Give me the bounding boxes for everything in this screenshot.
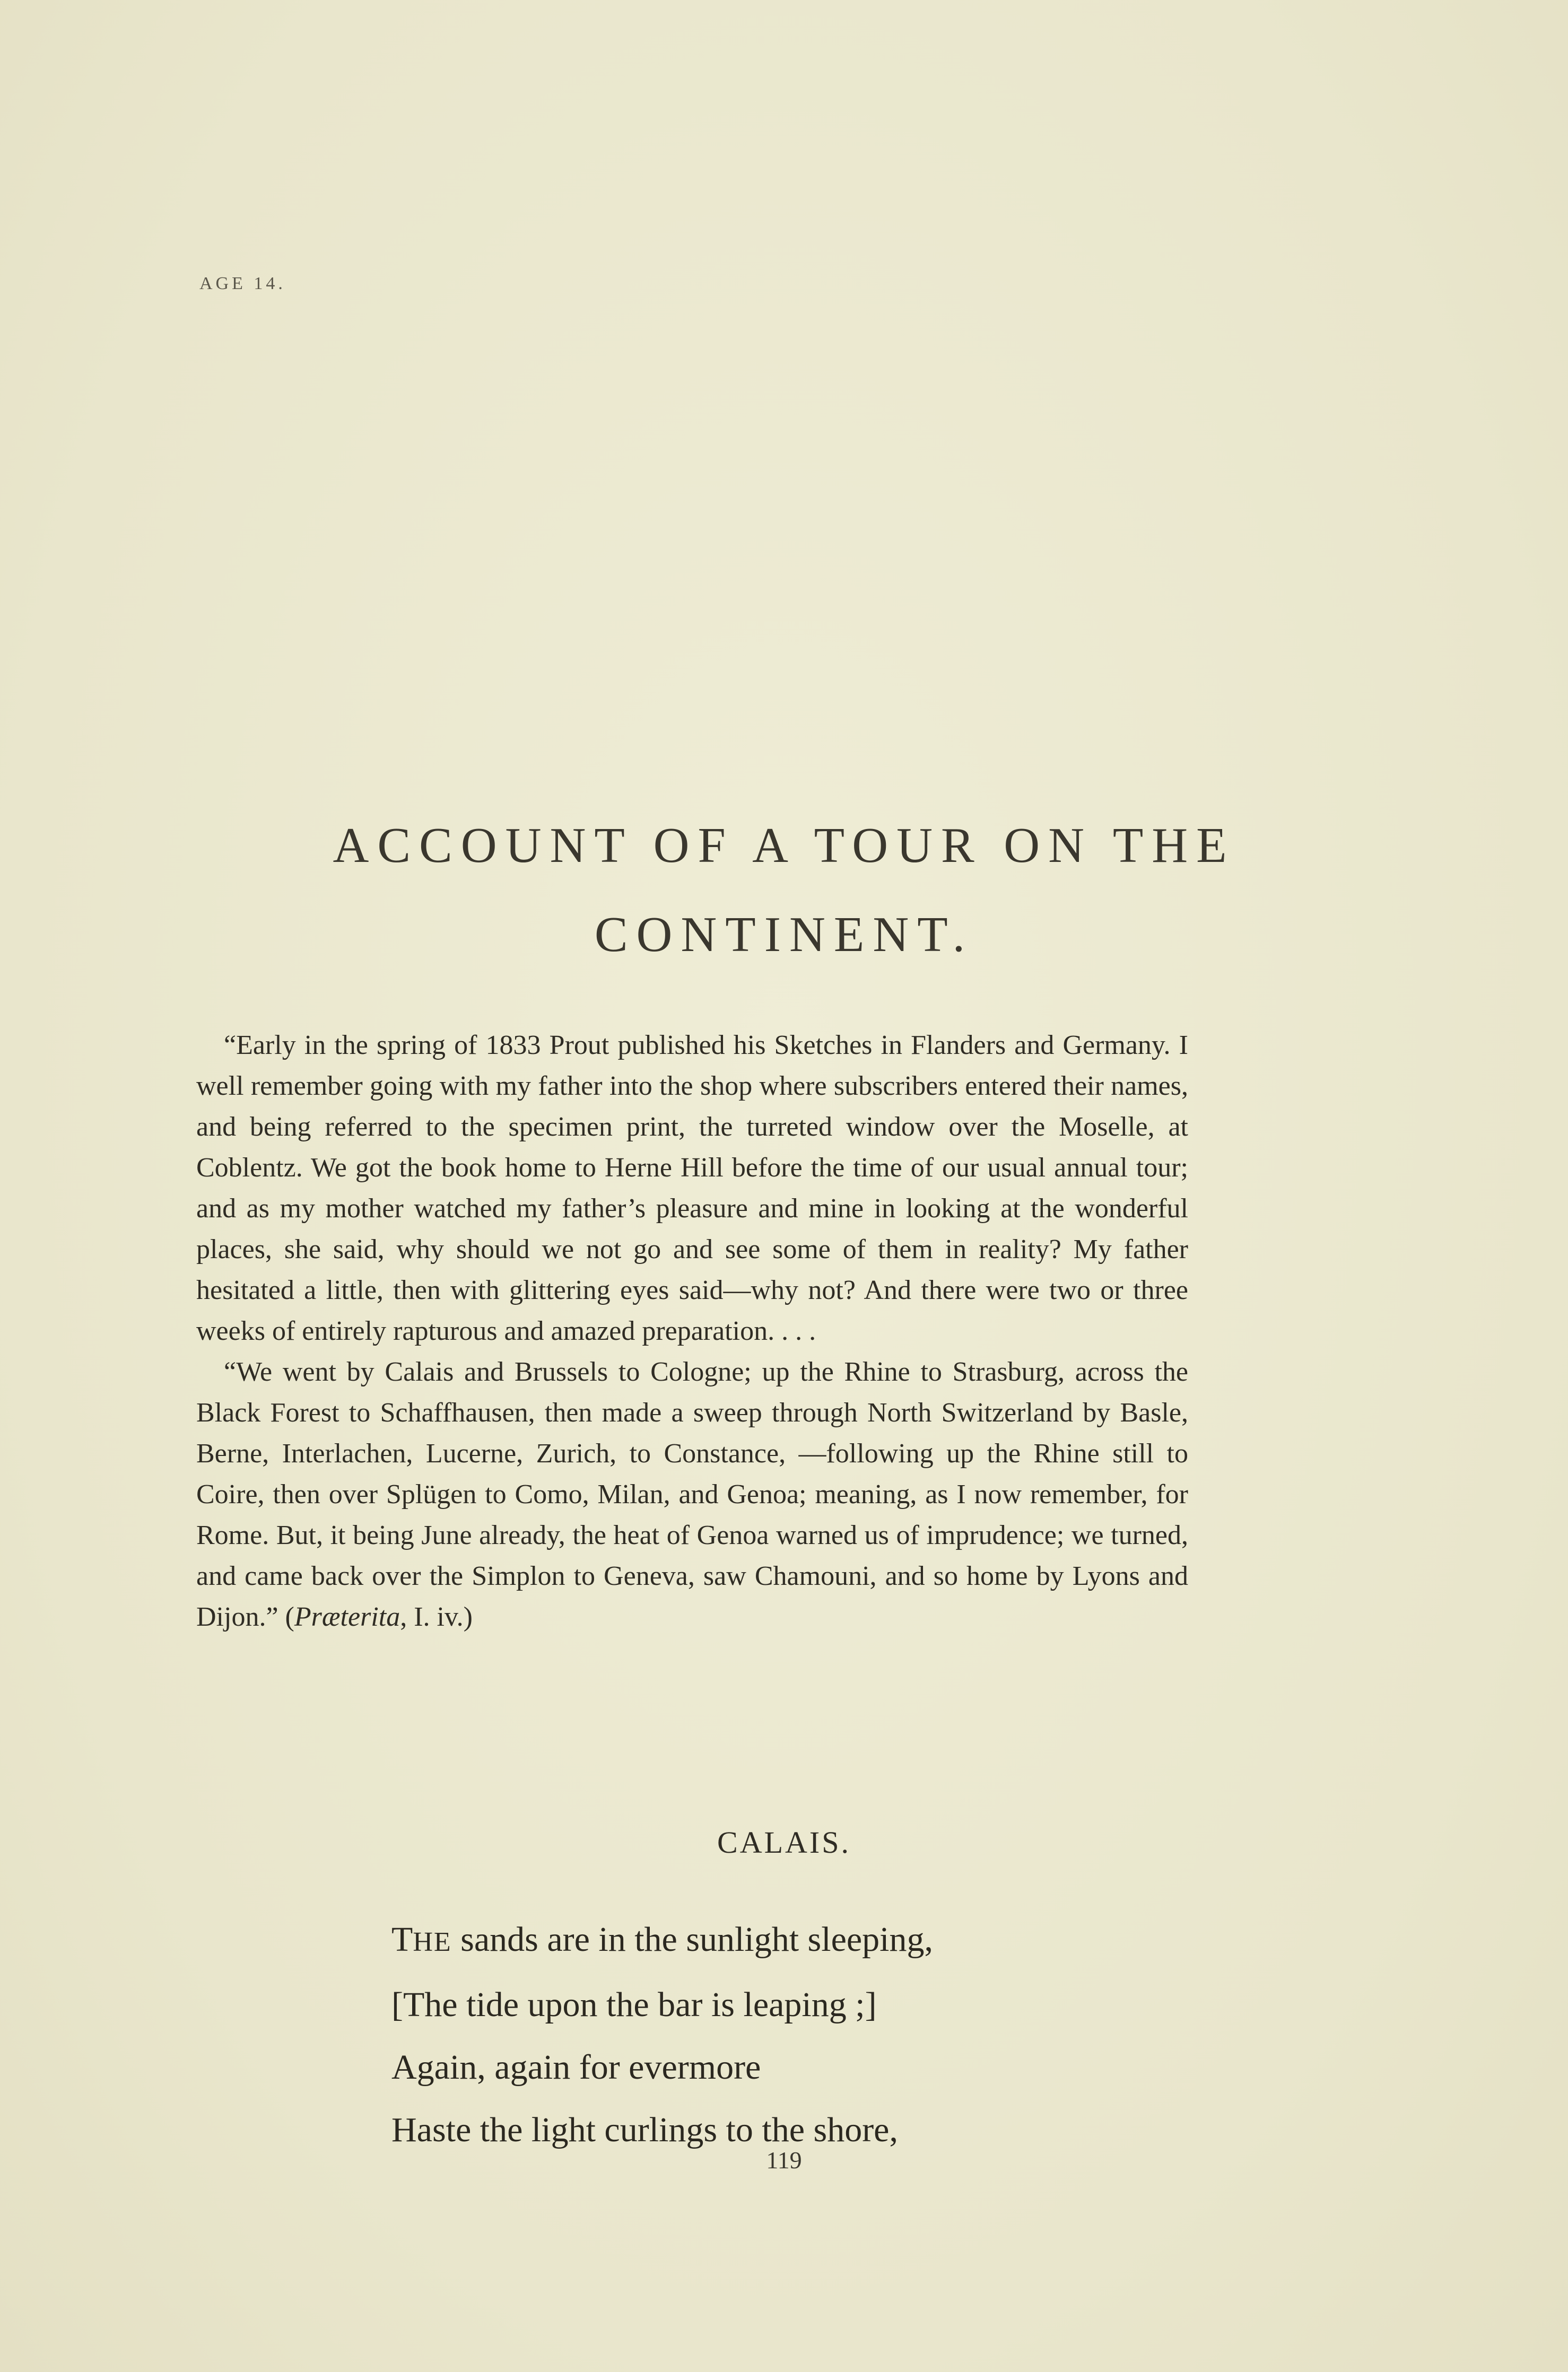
prose-paragraph: “Early in the spring of 1833 Prout published his Sketches in Flanders and Germany. I well remember going with my father into the shop where subscribers entered their names, and being referred to the specimen print, the turreted window over the Moselle, at Coblentz. We got the book home to Herne Hill before the time of our usual annual tour; and as my mother watched my father’s pleasure and mine in looking at the wonderful places, she said, why should we not go and see some of them in reality? My father hesitated a little, then with glittering eyes said—why not? And there were two or three weeks of entirely rapturous and amazed preparation. . . . (196, 1030, 1188, 1346)
poem (391, 1908, 933, 2161)
prose-paragraph (196, 1351, 1188, 1637)
poem-smallcaps: HE (413, 1927, 452, 1957)
poem-line: [The tide upon the bar is leaping ;] (391, 1985, 877, 2024)
prose-paragraph-text: “We went by Calais and Brussels to Cologne; up the Rhine to Strasburg, across the Black Forest to Schaffhausen, then made a sweep through North Switzerland by Basle, Berne, Interlachen, Lucerne, Zurich, to Constance, —following up the Rhine still to Coire, then over Splügen to Como, Milan, and Genoa; meaning, as I now remember, for Rome. But, it being June already, the heat of Genoa warned us of imprudence; we turned, and came back over the Simplon to Geneva, saw Chamouni, and so home by Lyons and Dijon.” (196, 1357, 1188, 1632)
poem-line: Again, again for evermore (391, 2048, 761, 2087)
poem-line: Haste the light curlings to the shore, (391, 2111, 898, 2149)
page-number: 119 (766, 2147, 802, 2174)
chapter-title-line-1: ACCOUNT OF A TOUR ON THE (333, 818, 1235, 873)
poem-line (391, 1908, 933, 1974)
prose-block (196, 1025, 1188, 1637)
citation-rest: , I. iv.) (400, 1602, 473, 1632)
citation (278, 1602, 473, 1632)
chapter-title (159, 801, 1409, 979)
poem-line-text: sands are in the sunlight sleeping, (451, 1920, 933, 1959)
running-head: AGE 14. (199, 274, 286, 293)
chapter-title-line-2: CONTINENT. (594, 907, 974, 962)
citation-open: ( (278, 1602, 294, 1632)
section-heading: CALAIS. (717, 1825, 851, 1860)
poem-initial: T (391, 1920, 413, 1959)
citation-work: Præterita (294, 1602, 400, 1632)
